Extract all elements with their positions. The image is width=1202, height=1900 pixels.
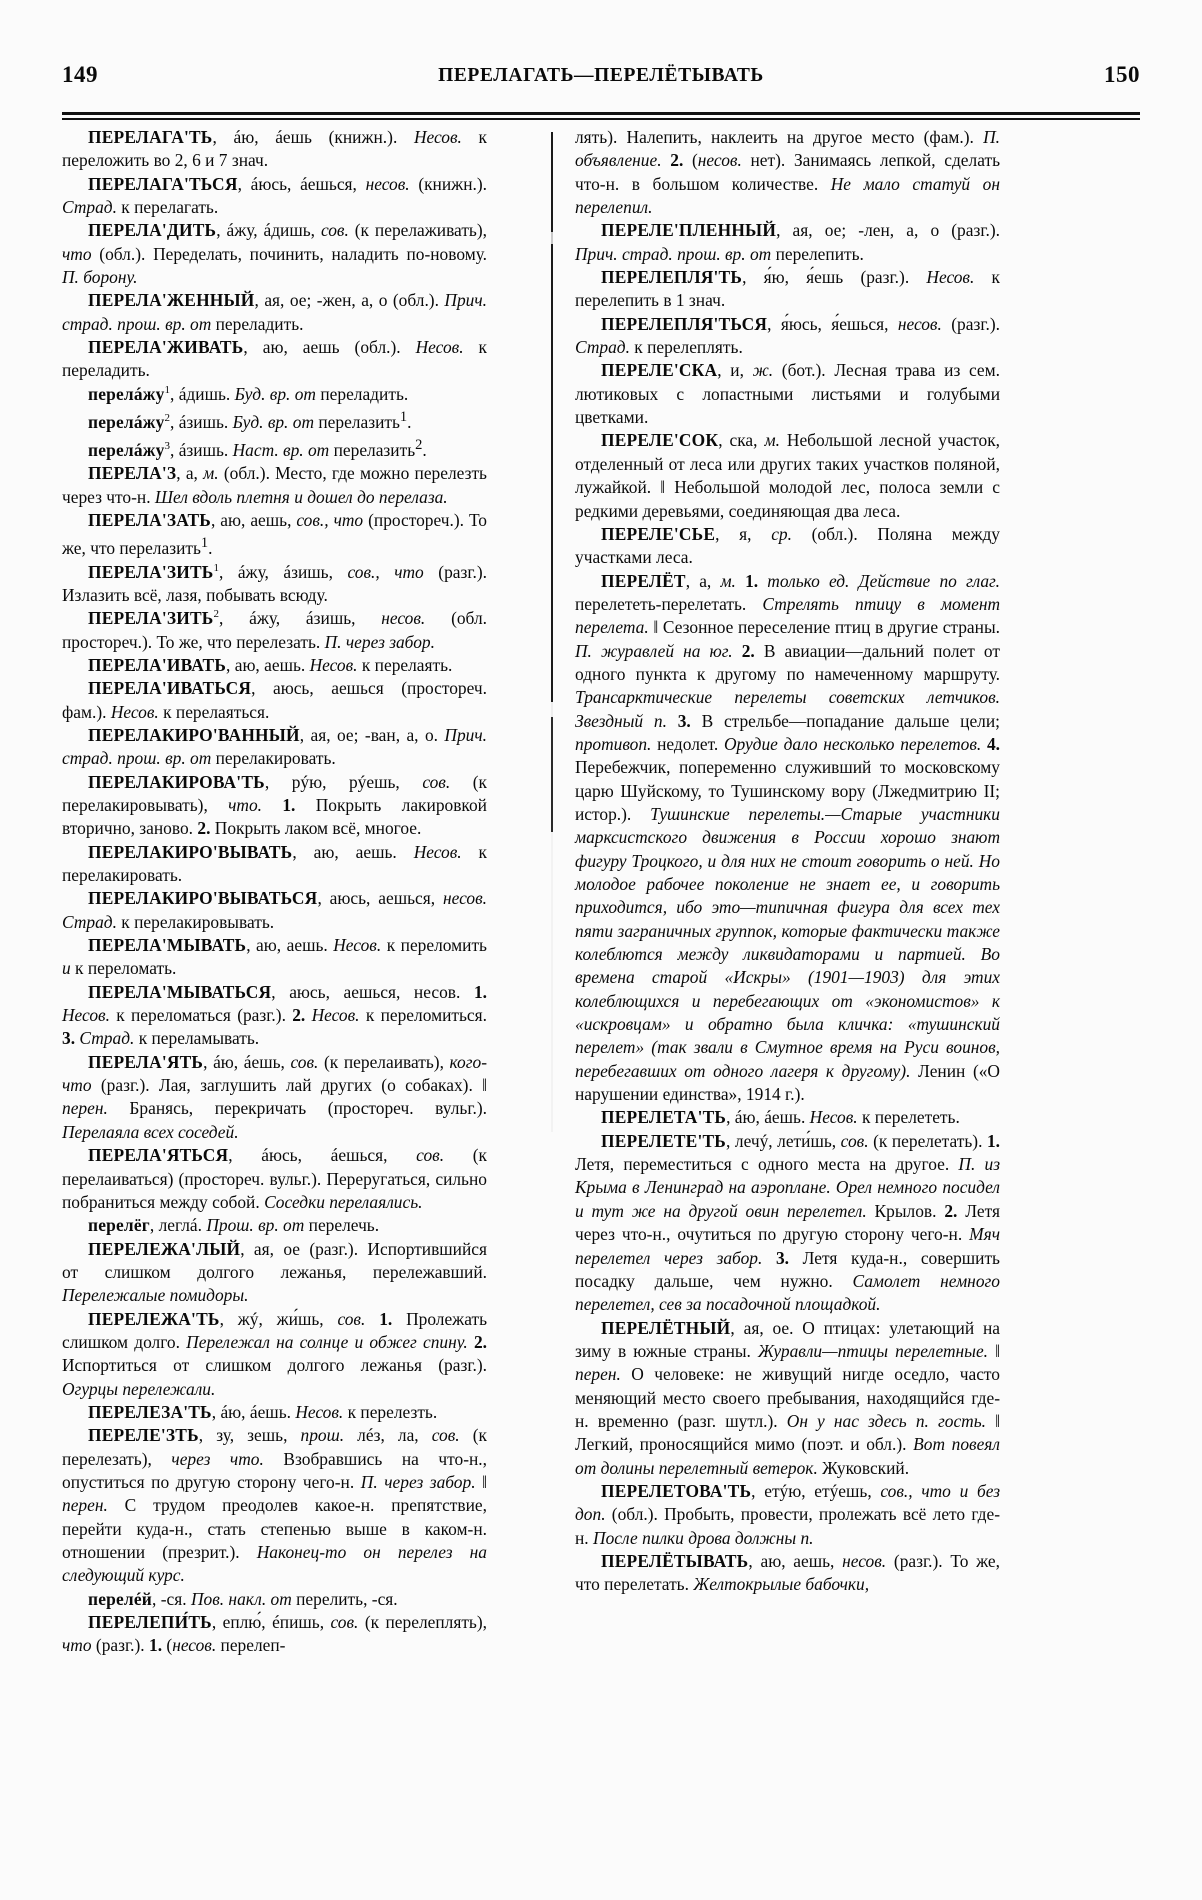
entry-headword: ПЕРЕЛЕ'СЬЕ: [601, 523, 716, 544]
dictionary-entry: [62, 677, 487, 724]
entry-definition: , áю, áешь (книжн.). Несов. к переложить во 2, 6 и 7 знач.: [62, 127, 487, 171]
dictionary-entry: [62, 607, 487, 654]
entry-headword: перелáжу: [88, 383, 165, 404]
dictionary-entry: [62, 841, 487, 888]
dictionary-entry: [62, 1238, 487, 1308]
entry-definition: , áдишь. Буд. вр. от переладить.: [170, 383, 409, 404]
entry-headword: ПЕРЕЛЕ'ЗТЬ: [88, 1425, 199, 1446]
entry-definition: , ая, ое; -лен, а, о (разг.). Прич. страд. прош. вр. от перелепить.: [575, 220, 1000, 264]
entry-headword: ПЕРЕЛАГА'ТЬСЯ: [88, 173, 238, 194]
entry-definition: , етýю, етýешь, сов., что и без доп. (обл.). Пробыть, провести, пролежать всё лето где-н. После пилки дрова должны п.: [575, 1480, 1000, 1548]
entry-definition: , áюсь, áешься, сов. (к перелаиваться) (простореч. вульг.). Переругаться, сильно побраниться между собой. Соседки перелаялись.: [62, 1145, 487, 1212]
entry-headword: ПЕРЕЛАКИРО'ВЫВАТЬСЯ: [88, 888, 318, 909]
entry-definition: , я, ср. (обл.). Поляна между участками леса.: [575, 523, 1001, 568]
entry-headword: ПЕРЕЛА'ЗИТЬ: [88, 561, 214, 582]
entry-headword: ПЕРЕЛЕ'ПЛЕННЫЙ: [601, 220, 777, 241]
dictionary-entry: [62, 1308, 487, 1401]
dictionary-entry: [62, 1424, 487, 1587]
entry-definition: , а, м. (обл.). Место, где можно перелезть через что-н. Шел вдоль плетня и дошел до перелаза.: [62, 463, 487, 507]
entry-definition: , и, ж. (бот.). Лесная трава из сем. лютиковых с лопастными листьями и голубыми цветками.: [575, 360, 1000, 428]
entry-headword: ПЕРЕЛА'ЯТЬСЯ: [88, 1145, 229, 1166]
entry-headword: ПЕРЕЛЕТА'ТЬ: [601, 1107, 727, 1128]
dictionary-entry: [575, 1106, 1000, 1129]
dictionary-entry: [575, 313, 1000, 360]
dictionary-entry: [575, 1317, 1000, 1480]
dictionary-entry: [575, 126, 1000, 219]
entry-definition: , зу, зешь, прош. лéз, ла, сов. (к перелезать), через что. Взобравшись на что-н., опуститься по другую сторону чего-н. П. через забор. ‖ перен. С трудом преодолев какое-н. препятствие, перейти куда-н., стать степенью выше в каком-н. отношении (презрит.). Наконец-то он перелез на следующий курс.: [62, 1425, 488, 1586]
columns-area: [62, 126, 1140, 1766]
column-divider: [551, 132, 553, 1132]
entry-definition: , ая, ое; -ван, а, о. Прич. страд. прош. вр. от перелакировать.: [62, 724, 487, 769]
entry-definition: лять). Налепить, наклеить на другое место (фам.). П. объявление. 2. (несов. нет). Занимаясь лепкой, сделать что-н. в большом количестве. Не мало статуй он перелепил.: [575, 127, 1000, 218]
entry-definition: , ая, ое. О птицах: улетающий на зиму в южные страны. Журавли—птицы перелетные. ‖ перен. О человеке: не живущий нигде оседло, часто меняющий место своего пребывания, находящийся где-н. временно (разг. шутл.). Он у нас здесь п. гость. ‖ Легкий, проносящийся мимо (поэт. и обл.). Вот повеял от долины перелетный ветерок. Жуковский.: [575, 1317, 1001, 1478]
dictionary-entry: [62, 289, 487, 336]
entry-definition: , аю, аешь, сов., что (простореч.). То же, что перелазить$^1$.: [62, 510, 487, 559]
dictionary-entry: [62, 406, 487, 434]
entry-definition: , áюсь, áешься, несов. (книжн.). Страд. к перелагать.: [62, 173, 487, 218]
entry-definition: , áю, áешь. Несов. к перелететь.: [726, 1107, 960, 1128]
text-column-left: [62, 126, 487, 1658]
header-rule-lower: [62, 118, 1140, 120]
entry-headword: ПЕРЕЛА'ИВАТЬСЯ: [88, 678, 252, 699]
entry-headword: перелáжу: [88, 411, 165, 432]
headword-homonym-index: 2: [164, 412, 170, 425]
entry-headword: ПЕРЕЛЕЖА'ЛЫЙ: [88, 1238, 241, 1259]
dictionary-entry: [575, 1480, 1000, 1550]
dictionary-entry: [62, 981, 487, 1051]
entry-headword: ПЕРЕЛА'ИВАТЬ: [88, 654, 227, 675]
entry-definition: , -ся. Пов. накл. от перелить, -ся.: [152, 1588, 398, 1609]
entry-definition: , аю, аешь (обл.). Несов. к переладить.: [62, 337, 488, 381]
entry-headword: ПЕРЕЛАКИРО'ВЫВАТЬ: [88, 841, 293, 862]
headword-homonym-index: 1: [213, 561, 219, 574]
entry-definition: , áжу, áзишь, несов. (обл. простореч.). То же, что перелезать. П. через забор.: [62, 608, 487, 652]
entry-definition: , аюсь, аешься, несов. Страд. к перелакировывать.: [62, 888, 487, 932]
dictionary-entry: [575, 266, 1000, 313]
entry-headword: ПЕРЕЛЕПЛЯ'ТЬ: [601, 267, 743, 288]
entry-headword: ПЕРЕЛЕТОВА'ТЬ: [601, 1480, 752, 1501]
headword-homonym-index: 1: [164, 383, 170, 396]
entry-definition: , ска, м. Небольшой лесной участок, отделенный от леса или других таких участков поляной, лужайкой. ‖ Небольшой молодой лес, полоса земли с редкими деревьями, соединяющая два леса.: [575, 430, 1000, 521]
headword-homonym-index: 3: [164, 440, 170, 453]
dictionary-entry: [62, 219, 487, 289]
entry-definition: , аю, аешь, несов. (разг.). То же, что перелетать. Желтокрылые бабочки,: [575, 1550, 1000, 1595]
dictionary-entry: [575, 523, 1000, 570]
entry-definition: , áю, áешь. Несов. к перелезть.: [211, 1401, 438, 1422]
entry-definition: , áжу, áзишь, сов., что (разг.). Излазить всё, лазя, побывать всюду.: [62, 561, 488, 605]
dictionary-entry: [575, 219, 1000, 266]
entry-headword: ПЕРЕЛА'ЯТЬ: [88, 1051, 204, 1072]
entry-headword: перелáжу: [88, 440, 165, 461]
dictionary-entry: [62, 1144, 487, 1214]
dictionary-entry: [575, 1550, 1000, 1597]
dictionary-entry: [62, 771, 487, 841]
entry-headword: ПЕРЕЛЕПИ́ТЬ: [88, 1612, 212, 1633]
dictionary-entry: [62, 1051, 487, 1144]
entry-headword: ПЕРЕЛА'ЗИТЬ: [88, 608, 214, 629]
entry-headword: ПЕРЕЛАГА'ТЬ: [88, 127, 213, 147]
entry-definition: , ая, ое; -жен, а, о (обл.). Прич. страд. прош. вр. от переладить.: [62, 290, 487, 334]
dictionary-entry: [62, 654, 487, 677]
entry-definition: , лечý, лети́шь, сов. (к перелетать). 1. Летя, переместиться с одного места на другое. П. из Крыма в Ленинград на аэроплане. Орел немного посидел и тут же на другой овин перелетел. Крылов. 2. Летя через что-н., очутиться по другую сторону чего-н. Мяч перелетел через забор. 3. Летя куда-н., совершить посадку дальше, чем нужно. Самолет немного перелетел, сев за посадочной площадкой.: [575, 1130, 1001, 1315]
dictionary-entry: [62, 336, 487, 383]
entry-headword: ПЕРЕЛЕТЕ'ТЬ: [601, 1130, 727, 1151]
entry-definition: , áзишь. Буд. вр. от перелазить$^1$.: [170, 409, 412, 432]
dictionary-entry: [62, 1588, 487, 1611]
dictionary-entry: [62, 462, 487, 509]
dictionary-entry: [62, 561, 487, 608]
entry-definition: , я́ю, я́ешь (разг.). Несов. к перелепить в 1 знач.: [575, 267, 1000, 311]
entry-headword: перелёг: [88, 1215, 150, 1236]
entry-headword: ПЕРЕЛА'З: [88, 463, 177, 484]
entry-definition: , аю, аешь. Несов. к перелаять.: [226, 654, 453, 675]
dictionary-entry: [62, 934, 487, 981]
entry-headword: ПЕРЕЛЕЖА'ТЬ: [88, 1308, 220, 1329]
entry-definition: , я́юсь, я́ешься, несов. (разг.). Страд. к перелеплять.: [575, 313, 1000, 358]
entry-definition: , ая, ое (разг.). Испортившийся от слишком долгого лежанья, перележавший. Перележалые помидоры.: [62, 1238, 487, 1306]
page-number-right: 150: [1104, 62, 1140, 87]
dictionary-entry: [62, 1401, 487, 1424]
dictionary-entry: [62, 887, 487, 934]
entry-headword: ПЕРЕЛА'ДИТЬ: [88, 220, 217, 241]
entry-headword: ПЕРЕЛАКИРОВА'ТЬ: [88, 771, 265, 792]
dictionary-entry: [62, 383, 487, 406]
dictionary-entry: [62, 1214, 487, 1237]
running-head: ПЕРЕЛАГАТЬ—ПЕРЕЛЁТЫВАТЬ: [438, 65, 764, 86]
entry-definition: , аю, аешь. Несов. к перелакировать.: [62, 841, 488, 886]
page-number-left: 149: [62, 62, 98, 87]
entry-definition: , а, м. 1. только ед. Действие по глаг. перелететь-перелетать. Стрелять птицу в момент перелета. ‖ Сезонное переселение птиц в другие страны. П. журавлей на юг. 2. В авиации—дальний полет от одного пункта к другому по намеченному маршруту. Трансарктические перелеты советских летчиков. Звездный п. 3. В стрельбе—попадание дальше цели; противоп. недолет. Орудие дало несколько перелетов. 4. Перебежчик, попеременно служивший то московскому царю Шуйскому, то Тушинскому вору (Лжедмитрию II; истор.). Тушинские перелеты.—Старые участники марксистского движения в России хорошо знают фигуру Троцкого, и для них не стоит говорить о ней. Но молодое рабочее поколение не знает ее, и говорить приходится, ибо это—типичная фигура для всех тех пяти заграничных группок, которые фактически также колеблются между ликвидаторами и партией. Во времена старой «Искры» (1901—1903) для этих колеблющихся и перебегающих от «экономистов» к «искровцам» и обратно была кличка: «тушинский перелет» (так звали в Смутное время на Руси воинов, перебегавших от одного лагеря к другому). Ленин («О нарушении единства», 1914 г.).: [575, 570, 1001, 1105]
dictionary-entry: [575, 570, 1000, 1107]
entry-definition: , áю, áешь, сов. (к перелаивать), кого-что (разг.). Лая, заглушить лай других (о собаках). ‖ перен. Бранясь, перекричать (простореч. вульг.). Перелаяла всех соседей.: [62, 1051, 487, 1142]
entry-definition: , áзишь. Наст. вр. от перелазить$^2$.: [170, 437, 427, 461]
entry-headword: ПЕРЕЛЕЗА'ТЬ: [88, 1401, 212, 1422]
dictionary-entry: [62, 1611, 487, 1658]
entry-headword: ПЕРЕЛА'ЖЕННЫЙ: [88, 290, 255, 311]
entry-headword: ПЕРЕЛЕПЛЯ'ТЬСЯ: [601, 313, 768, 334]
entry-headword: ПЕРЕЛА'ЗАТЬ: [88, 510, 211, 531]
entry-headword: ПЕРЕЛЕ'СКА: [601, 360, 718, 381]
entry-headword: ПЕРЕЛА'МЫВАТЬ: [88, 935, 247, 956]
dictionary-entry: [575, 1130, 1000, 1317]
entry-definition: , аюсь, аешься, несов. 1. Несов. к переломаться (разг.). 2. Несов. к переломиться. 3. Страд. к переламывать.: [62, 981, 487, 1049]
entry-headword: ПЕРЕЛЁТЫВАТЬ: [601, 1550, 749, 1571]
dictionary-entry: [62, 724, 487, 771]
entry-definition: , леглá. Прош. вр. от перелечь.: [149, 1215, 380, 1236]
entry-headword: ПЕРЕЛЕ'СОК: [601, 430, 719, 451]
entry-definition: , аю, аешь. Несов. к переломить и к переломать.: [62, 935, 487, 979]
entry-headword: перелéй: [88, 1588, 153, 1609]
entry-definition: , еплю́, éпишь, сов. (к перелеплять), что (разг.). 1. (несов. перелеп-: [62, 1612, 487, 1656]
dictionary-entry: [575, 429, 1000, 522]
entry-headword: ПЕРЕЛЁТ: [601, 570, 686, 591]
dictionary-entry: [575, 359, 1000, 429]
page-header: [62, 62, 1140, 104]
text-column-right: [575, 126, 1000, 1597]
dictionary-entry: [62, 126, 487, 173]
entry-definition: , аюсь, аешься (простореч. фам.). Несов. к перелаяться.: [62, 678, 487, 722]
entry-headword: ПЕРЕЛАКИРО'ВАННЫЙ: [88, 724, 300, 745]
dictionary-entry: [62, 509, 487, 560]
entry-definition: , жý, жи́шь, сов. 1. Пролежать слишком долго. Перележал на солнце и обжег спину. 2. Испортиться от слишком долгого лежанья (разг.). Огурцы перележали.: [62, 1308, 487, 1399]
entry-headword: ПЕРЕЛА'МЫВАТЬСЯ: [88, 981, 272, 1002]
header-rule-upper: [62, 112, 1140, 115]
headword-homonym-index: 2: [213, 608, 219, 621]
entry-definition: , áжу, áдишь, сов. (к перелаживать), что (обл.). Переделать, починить, наладить по-новому. П. борону.: [62, 220, 487, 288]
dictionary-entry: [62, 434, 487, 462]
entry-definition: , рýю, рýешь, сов. (к перелакировывать), что. 1. Покрыть лакировкой вторично, заново. 2. Покрыть лаком всё, многое.: [62, 771, 487, 839]
dictionary-entry: [62, 173, 487, 220]
entry-headword: ПЕРЕЛЁТНЫЙ: [601, 1317, 731, 1338]
entry-headword: ПЕРЕЛА'ЖИВАТЬ: [88, 337, 244, 358]
